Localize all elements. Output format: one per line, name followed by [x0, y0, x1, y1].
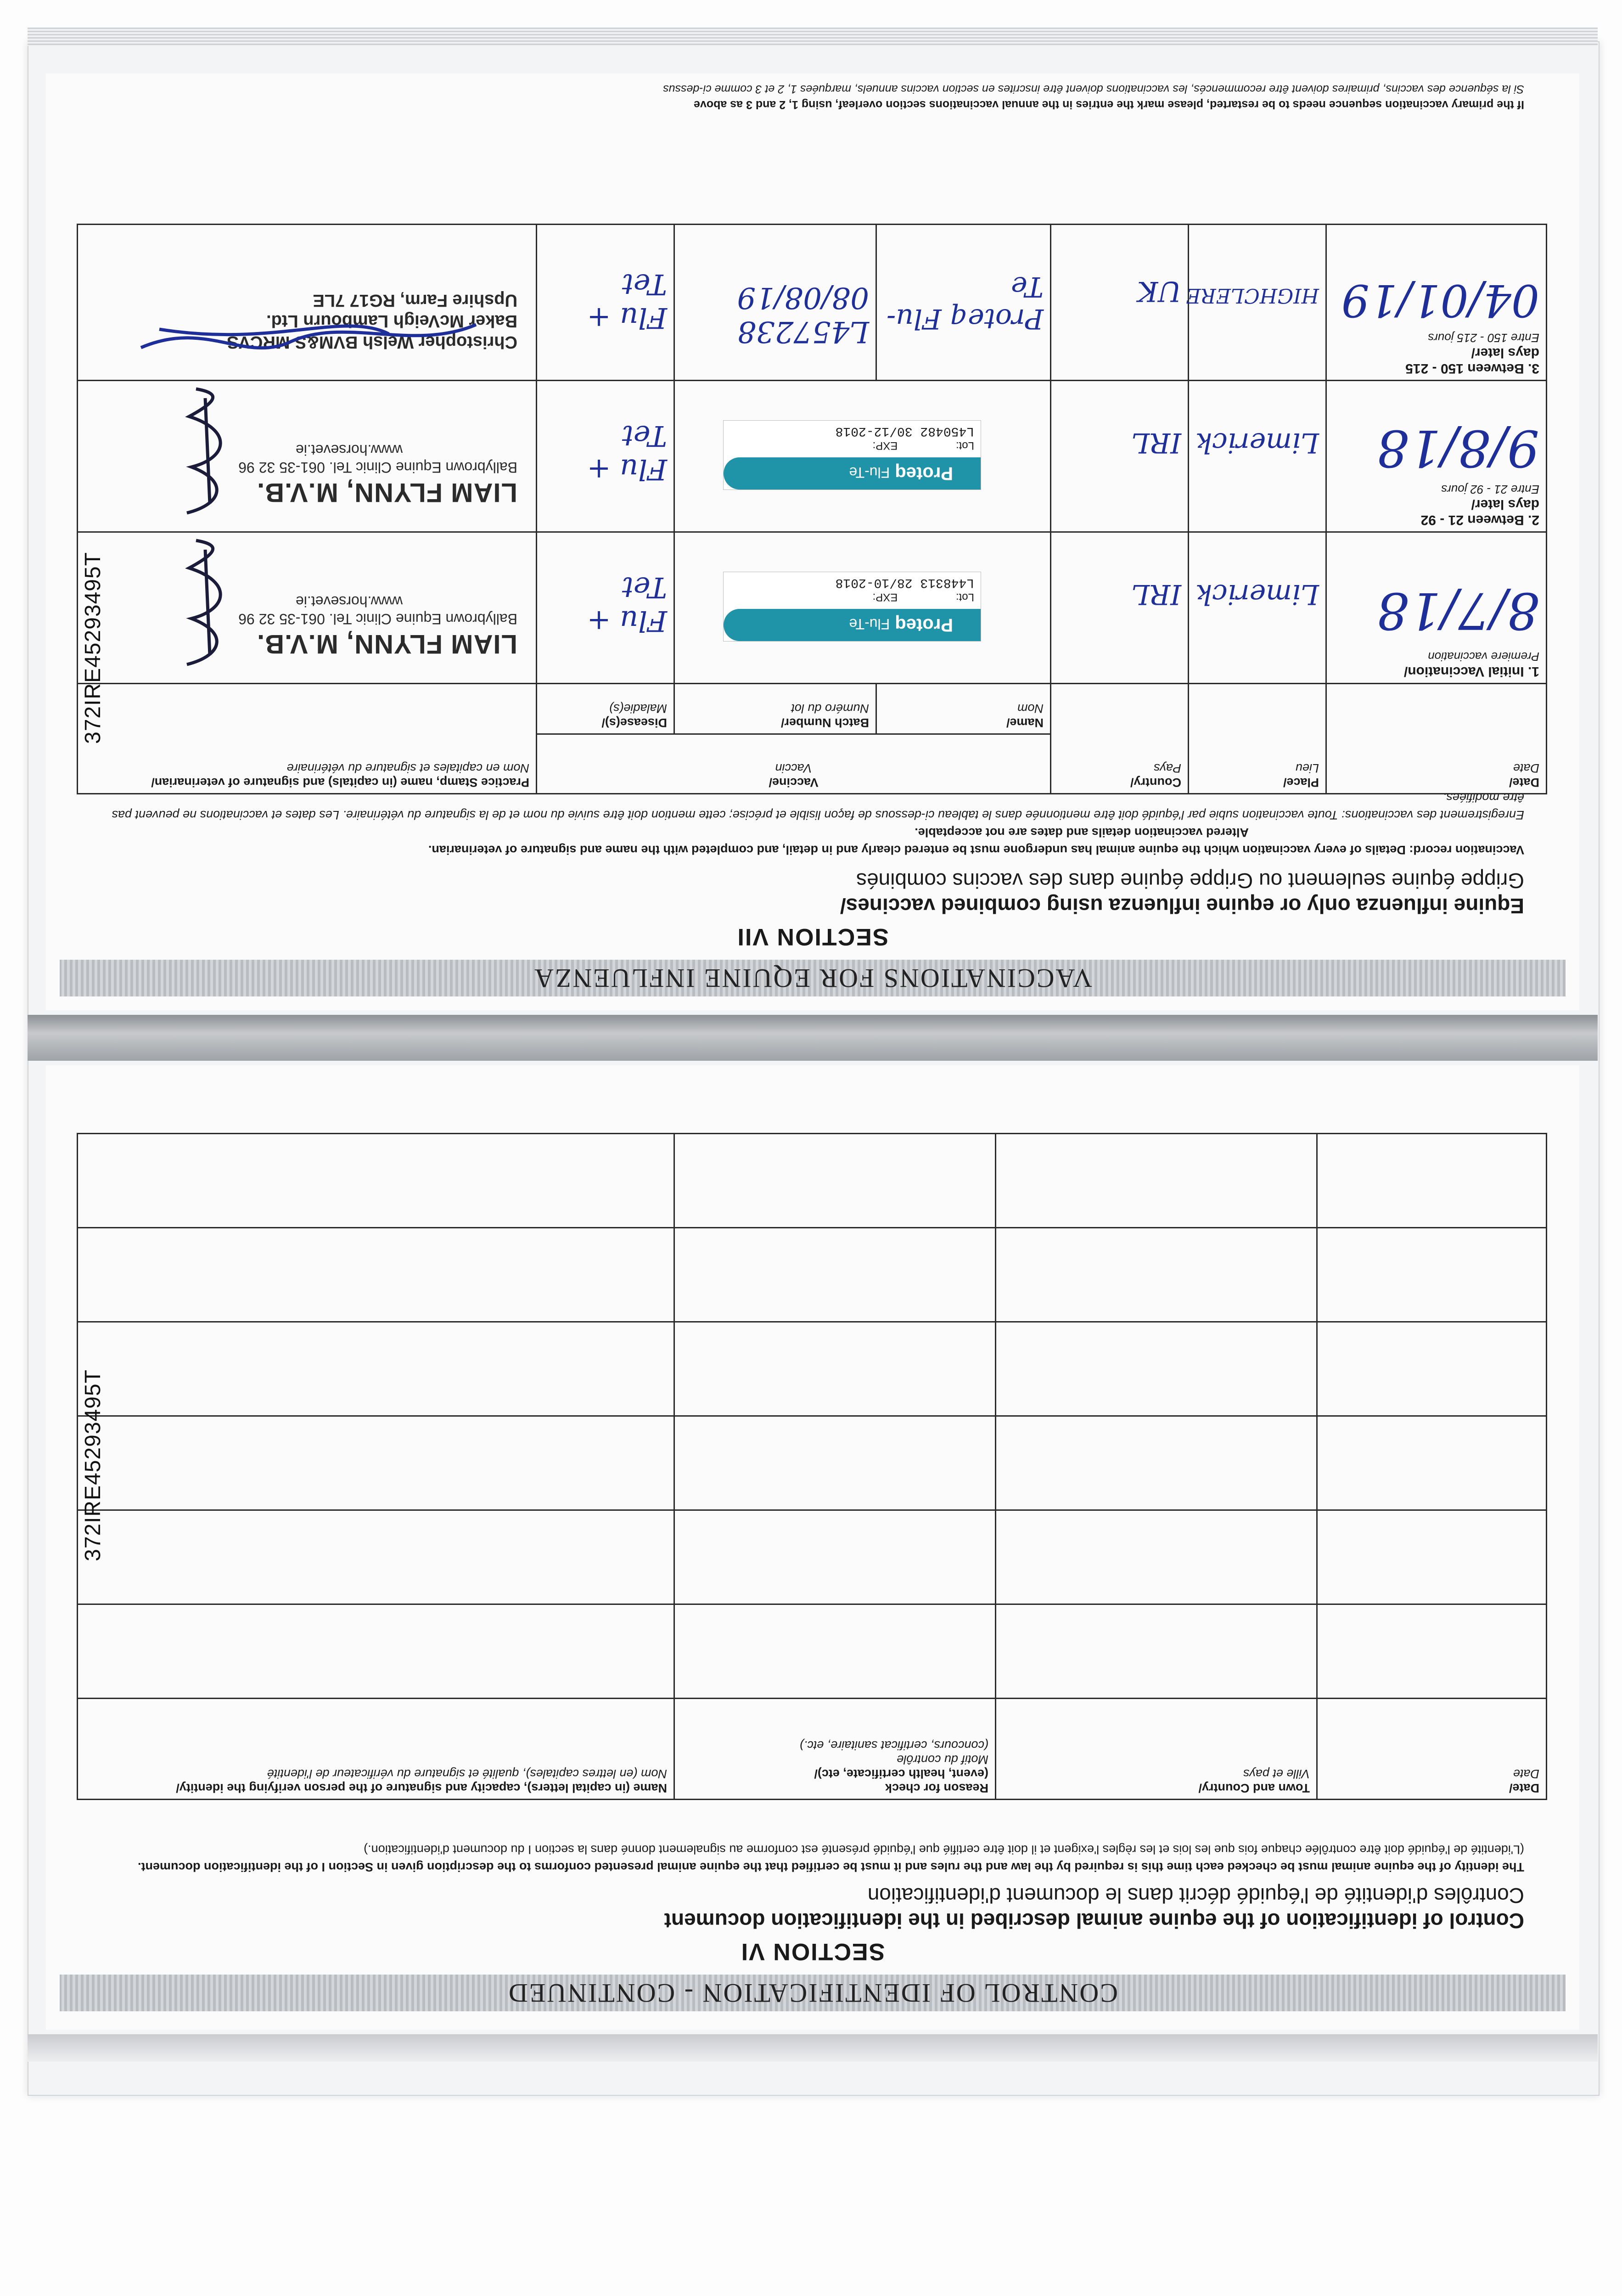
- section-vii-banner: VACCINATIONS FOR EQUINE INFLUENZA: [60, 960, 1566, 996]
- section-vi-banner: CONTROL OF IDENTIFICATION - CONTINUED: [60, 1975, 1566, 2011]
- row-stamp-cell: [77, 381, 536, 532]
- vaccination-table-header: [77, 734, 1546, 794]
- row-disease-cell: Flu + Tet: [536, 532, 674, 684]
- vaccination-date: 04/01/19: [1341, 275, 1539, 326]
- identity-check-note: The identity of the equine animal must be checked each time this is required by the law and the rules and it must be certified that the equine animal presented conforms to the description given in Section I of the identification document. (L'identité de l'équidé doit être contrôlée chaque fois que les lois et les règles l'exigent et il doit être certifié que l'équidé présenté est conforme au signalement donné dans la section I du document d'identification.): [137, 1843, 1524, 1874]
- row-date-cell: 1. Initial Vaccination/ Premiere vaccination 8/7/18: [1326, 532, 1547, 684]
- row-disease-cell: Flu + Tet: [536, 225, 674, 381]
- vaccination-row: [77, 381, 1546, 532]
- vaccination-date: 8/7/18: [1376, 581, 1539, 640]
- identity-check-header: [78, 1699, 1547, 1800]
- section-vii-heading-fr: Grippe équine seulement ou Grippe équine dans des vaccins combinés: [856, 869, 1524, 893]
- booklet-spine: [28, 1015, 1598, 1061]
- section-vi-heading-fr: Contrôles d'identité de l'équidé décrit dans le document d'identification: [867, 1884, 1524, 1908]
- identity-check-row: [78, 1134, 1547, 1228]
- booklet-lower-edge: [28, 2034, 1598, 2062]
- section-vi-title: SECTION VI: [740, 1938, 885, 1965]
- vaccine-sticker: Proteq Flu-Te Lot: EXP: L448313 28/10-2018: [723, 572, 981, 642]
- row-date-cell: 2. Between 21 - 92 days later/ Entre 21 - 92 jours 9/8/18: [1326, 381, 1547, 532]
- col-date: Date/ Date: [1326, 684, 1547, 794]
- serial-number-bottom: 372IRE45293495T: [81, 1369, 105, 1561]
- row-date-cell: 3. Between 150 - 215 days later/ Entre 150 - 215 jours 04/01/19: [1326, 225, 1547, 381]
- col-vaccine-name: Name/ Nom: [876, 684, 1051, 734]
- vaccination-row: [77, 532, 1546, 684]
- row-vaccine-batch-cell: [674, 532, 1051, 684]
- col-check-date: Date/ Date: [1317, 1699, 1547, 1800]
- row-country-cell: IRL: [1051, 381, 1189, 532]
- vet-stamp: LIAM FLYNN, M.V.B. Ballybrown Equine Clinic Tel. 061-35 32 96 www.horsevet.ie: [238, 593, 517, 659]
- row-disease-cell: Flu + Tet: [536, 381, 674, 532]
- section-vi-page: [46, 1065, 1579, 2030]
- vaccination-row: [77, 225, 1546, 381]
- identity-check-table: [77, 1133, 1547, 1800]
- identity-check-row: [78, 1322, 1547, 1416]
- vet-signature: [168, 384, 242, 522]
- record-label: Vaccination record:: [1409, 843, 1524, 857]
- section-vii-title: SECTION VII: [736, 923, 889, 950]
- section-vii-heading: Equine influenza only or equine influenza using combined vaccines/: [840, 894, 1524, 918]
- col-town-country: Town and Country/ Ville et pays: [996, 1699, 1317, 1800]
- col-place: Place/ Lieu: [1189, 684, 1326, 794]
- vaccination-table: [77, 224, 1547, 794]
- identity-check-row: [78, 1510, 1547, 1604]
- row-place-cell: HIGHCLERE: [1189, 225, 1326, 381]
- vaccination-record-note: [101, 789, 1524, 859]
- identity-check-row: [78, 1228, 1547, 1322]
- record-warning: Altered vaccination details and dates are not acceptable.: [915, 826, 1249, 839]
- identity-check-row: [78, 1604, 1547, 1699]
- vet-signature: [132, 306, 481, 361]
- row-stamp-cell: [77, 532, 536, 684]
- identity-check-row: [78, 1416, 1547, 1510]
- col-vaccine: Vaccine/ Vaccin: [536, 734, 1050, 794]
- col-batch-number: Batch Number/ Numéro du lot: [674, 684, 876, 734]
- vaccine-sticker: Proteq Flu-Te Lot: EXP: L450482 30/12-2018: [723, 420, 981, 490]
- vet-stamp: Christopher Welsh BVM&S MRCVS Baker McVeigh Lambourn Ltd. Upshire Farm, RG17 7LE: [227, 290, 517, 352]
- batch-code: L448313 28/10-2018: [835, 575, 974, 590]
- record-text: Details of every vaccination which the equine animal has undergone must be entered clearly and in detail, and completed with the name and signature of veterinarian.: [428, 843, 1406, 857]
- row-stamp-cell: [77, 225, 536, 381]
- row-vaccine-name-cell: Proteq Flu-Te: [876, 225, 1051, 381]
- row-vaccine-batch-cell: [674, 381, 1051, 532]
- col-disease: Disease(s)/ Maladie(s): [536, 684, 674, 734]
- col-practice-stamp: Practice Stamp, name (in capitals) and signature of veterinarian/ Nom en capitales et signature du vétérinaire: [77, 684, 536, 794]
- serial-number-top: 372IRE45293495T: [81, 552, 105, 744]
- section-vii-page: [46, 73, 1579, 1010]
- vaccination-date: 9/8/18: [1376, 419, 1539, 478]
- row-place-cell: Limerick: [1189, 381, 1326, 532]
- col-verifier: Name (in capital letters), capacity and signature of the person verifying the identity/ Nom (en lettres capitales), qualité et signature du vérificateur de l'identité: [78, 1699, 674, 1800]
- batch-code: L450482 30/12-2018: [835, 424, 974, 438]
- row-batch-cell: L457238 08/08/19: [674, 225, 876, 381]
- col-reason: Reason for check (event, health certificate, etc)/ Motif du contrôle (concours, certificat sanitaire, etc.): [674, 1699, 996, 1800]
- section-vi-heading: Control of identification of the equine animal described in the identification document: [664, 1909, 1524, 1933]
- row-country-cell: UK: [1051, 225, 1189, 381]
- page-edges: [28, 28, 1598, 46]
- row-place-cell: Limerick: [1189, 532, 1326, 684]
- vet-signature: [168, 536, 242, 674]
- restart-footnote: If the primary vaccination sequence needs to be restarted, please mark the entries in the annual vaccinations section overleaf, using 1, 2 and 3 as above Si la séquence des vaccins, primaires doivent être recommencés, les vaccinations doivent être inscrites en section vaccins annuels, marquées 1, 2 et 3 comme ci-dessus: [663, 83, 1524, 111]
- row-country-cell: IRL: [1051, 532, 1189, 684]
- vet-stamp: LIAM FLYNN, M.V.B. Ballybrown Equine Clinic Tel. 061-35 32 96 www.horsevet.ie: [238, 442, 517, 507]
- col-country: Country/ Pays: [1051, 684, 1189, 794]
- record-text-fr: Enregistrement des vaccinations: Toute vaccination subie par l'équidé doit être mentionnée dans le tableau ci-dessous de façon lisible et précise; cette mention doit être suivie du nom et de la signature du vétérinaire. Les dates et vaccinations ne peuvent pas être modifiées.: [112, 791, 1524, 822]
